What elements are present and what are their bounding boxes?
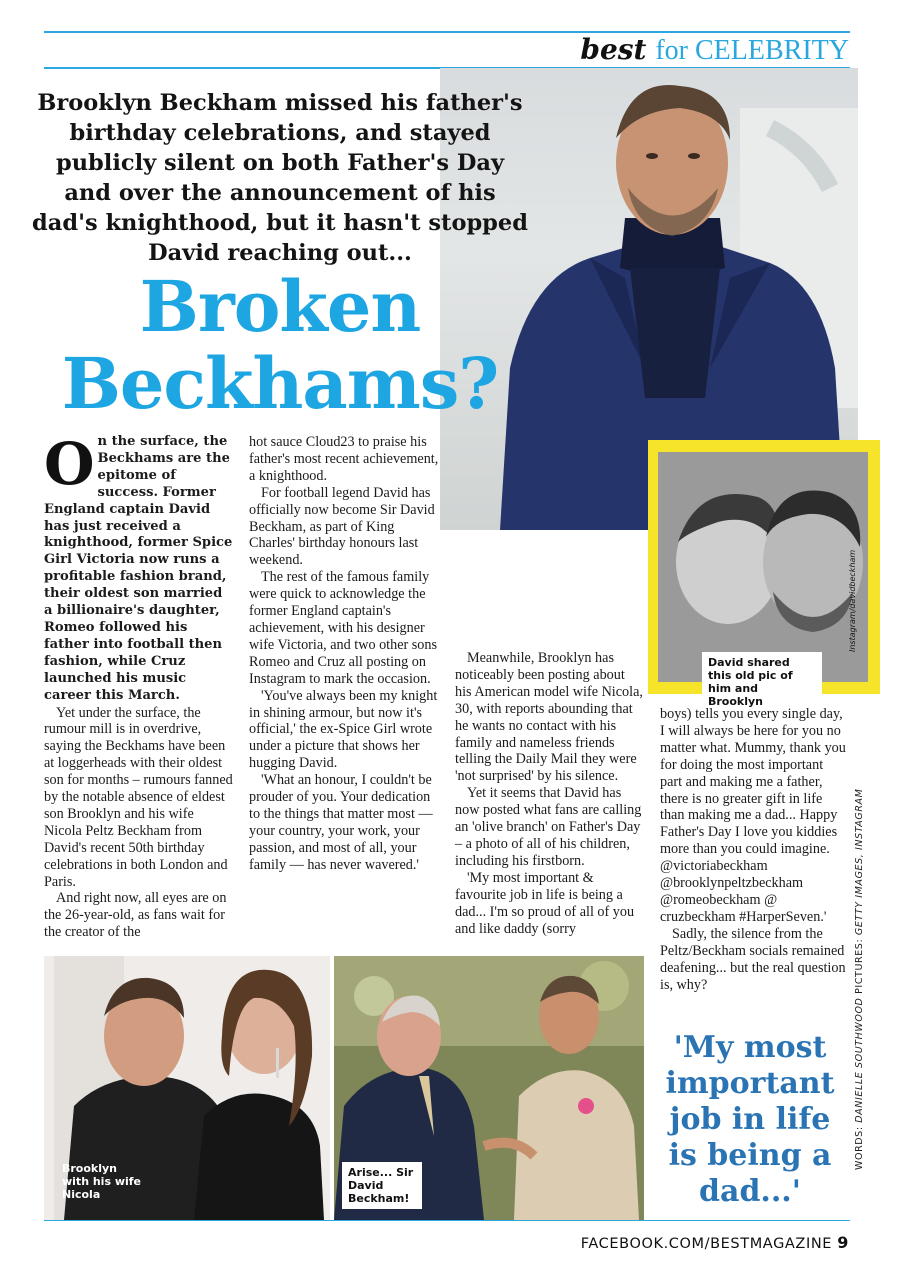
pull-quote: 'My most important job in life is being a dad...': [665, 1030, 835, 1209]
pictures-label: PICTURES:: [854, 935, 865, 998]
col2-para-4: 'You've always been my knight in shining armour, but now it's official,' the ex-Spice Girl wrote under a picture that shows her hugging David.: [249, 687, 438, 772]
headline-line-1: Broken: [139, 265, 421, 348]
col1-para-1: Yet under the surface, the rumour mill is in overdrive, saying the Beckhams have been at loggerheads with their oldest son for months – rumours fanned by the notable absence of eldest son Brooklyn and his wife Nicola Peltz Beckham from David's recent 50th birthday celebrations in both London and Paris.: [44, 704, 233, 890]
headline: [30, 265, 530, 425]
couple-caption: Brooklyn with his wife Nicola: [62, 1162, 142, 1201]
col2-para-5: 'What an honour, I couldn't be prouder of you. Your dedication to the things that matter most — your country, your work, your passion, and most of all, your family — has never wavered.': [249, 772, 433, 873]
col4-para-1: boys) tells you every single day, I will always be here for you no matter what. Mummy, thank you for doing the most important part and making me a father, there is no greater gift in life than making me a dad... Happy Father's Day I love you kiddies more than you could imagine. @victoriabeckham @brooklynpeltzbeckham @romeobeckham @ cruzbeckham #HarperSeven.': [660, 706, 846, 925]
col2-para-3: The rest of the famous family were quick to acknowledge the former England captain's achievement, with his designer wife Victoria, and two other sons Romeo and Cruz all posting on Instagram to mark the occasion.: [249, 569, 438, 687]
footer: [581, 1233, 849, 1252]
col4-para-2: Sadly, the silence from the Peltz/Beckham socials remained deafening... but the real question is, why?: [660, 925, 846, 993]
col3-para-2: Yet it seems that David has now posted what fans are calling an 'olive branch' on Father's Day – a photo of all of his children, including his firstborn.: [455, 785, 642, 869]
col3-para-1: Meanwhile, Brooklyn has noticeably been posting about his American model wife Nicola, 30, with reports abounding that he wants no contact with his family and nameless friends telling the Daily Mail they were 'not surprised' by his silence.: [455, 650, 643, 785]
footer-rule: [44, 1220, 850, 1221]
article-col-1: [44, 430, 234, 941]
footer-url: FACEBOOK.COM/BESTMAGAZINE: [580, 1236, 833, 1252]
photo-credit: [854, 788, 868, 1170]
headline-line-2: Beckhams?: [61, 342, 499, 425]
words-label: WORDS:: [854, 1122, 865, 1170]
king-photo: [334, 956, 644, 1220]
article-col-2: [249, 434, 439, 874]
col3-para-3: 'My most important & favourite job in life is being a dad... I'm so proud of all of you and like daddy (sorry: [455, 869, 635, 937]
article-lead: [44, 430, 234, 705]
col2-para-2: For football legend David has officially now become Sir David Beckham, as part of King Charles' birthday honours last weekend.: [249, 484, 435, 569]
old-photo-caption: David shared this old pic of him and Brooklyn: [702, 652, 822, 712]
col1-para-2: And right now, all eyes are on the 26-year-old, as fans wait for the creator of the: [44, 890, 227, 941]
page-number: 9: [837, 1233, 849, 1252]
lead-text: n the surface, the Beckhams are the epitome of success. Former England captain David has just received a knighthood, former Spice Girl Victoria now runs a profitable fashion brand, their oldest son married a billionaire's daughter, Romeo followed his father into football then fashion, while Cruz launched his music career this March.: [44, 434, 233, 703]
article-col-3: [455, 650, 643, 937]
header-rule-top: [44, 31, 850, 33]
words-name: DANIELLE SOUTHWOOD: [854, 997, 865, 1123]
old-photo-illustration: [658, 452, 868, 682]
pictures-name: GETTY IMAGES, INSTAGRAM: [854, 788, 865, 936]
old-photo-frame: [648, 440, 880, 708]
col2-para-1: hot sauce Cloud23 to praise his father's most recent achievement, a knighthood.: [249, 434, 439, 484]
article-col-4: [660, 706, 848, 993]
section-label: [580, 34, 849, 67]
section-name: for CELEBRITY: [655, 35, 849, 66]
couple-photo: [44, 956, 330, 1220]
king-caption: Arise... Sir David Beckham!: [342, 1162, 422, 1209]
standfirst: Brooklyn Beckham missed his father's birthday celebrations, and stayed publicly silent on both Father's Day and over the announcement of his dad's knighthood, but it hasn't stopped David reaching out...: [32, 90, 528, 266]
brand-label: best: [580, 33, 647, 66]
old-photo-credit: Instagram/davidbeckham: [848, 549, 857, 652]
old-photo: [658, 452, 868, 682]
drop-cap: O: [44, 430, 95, 498]
